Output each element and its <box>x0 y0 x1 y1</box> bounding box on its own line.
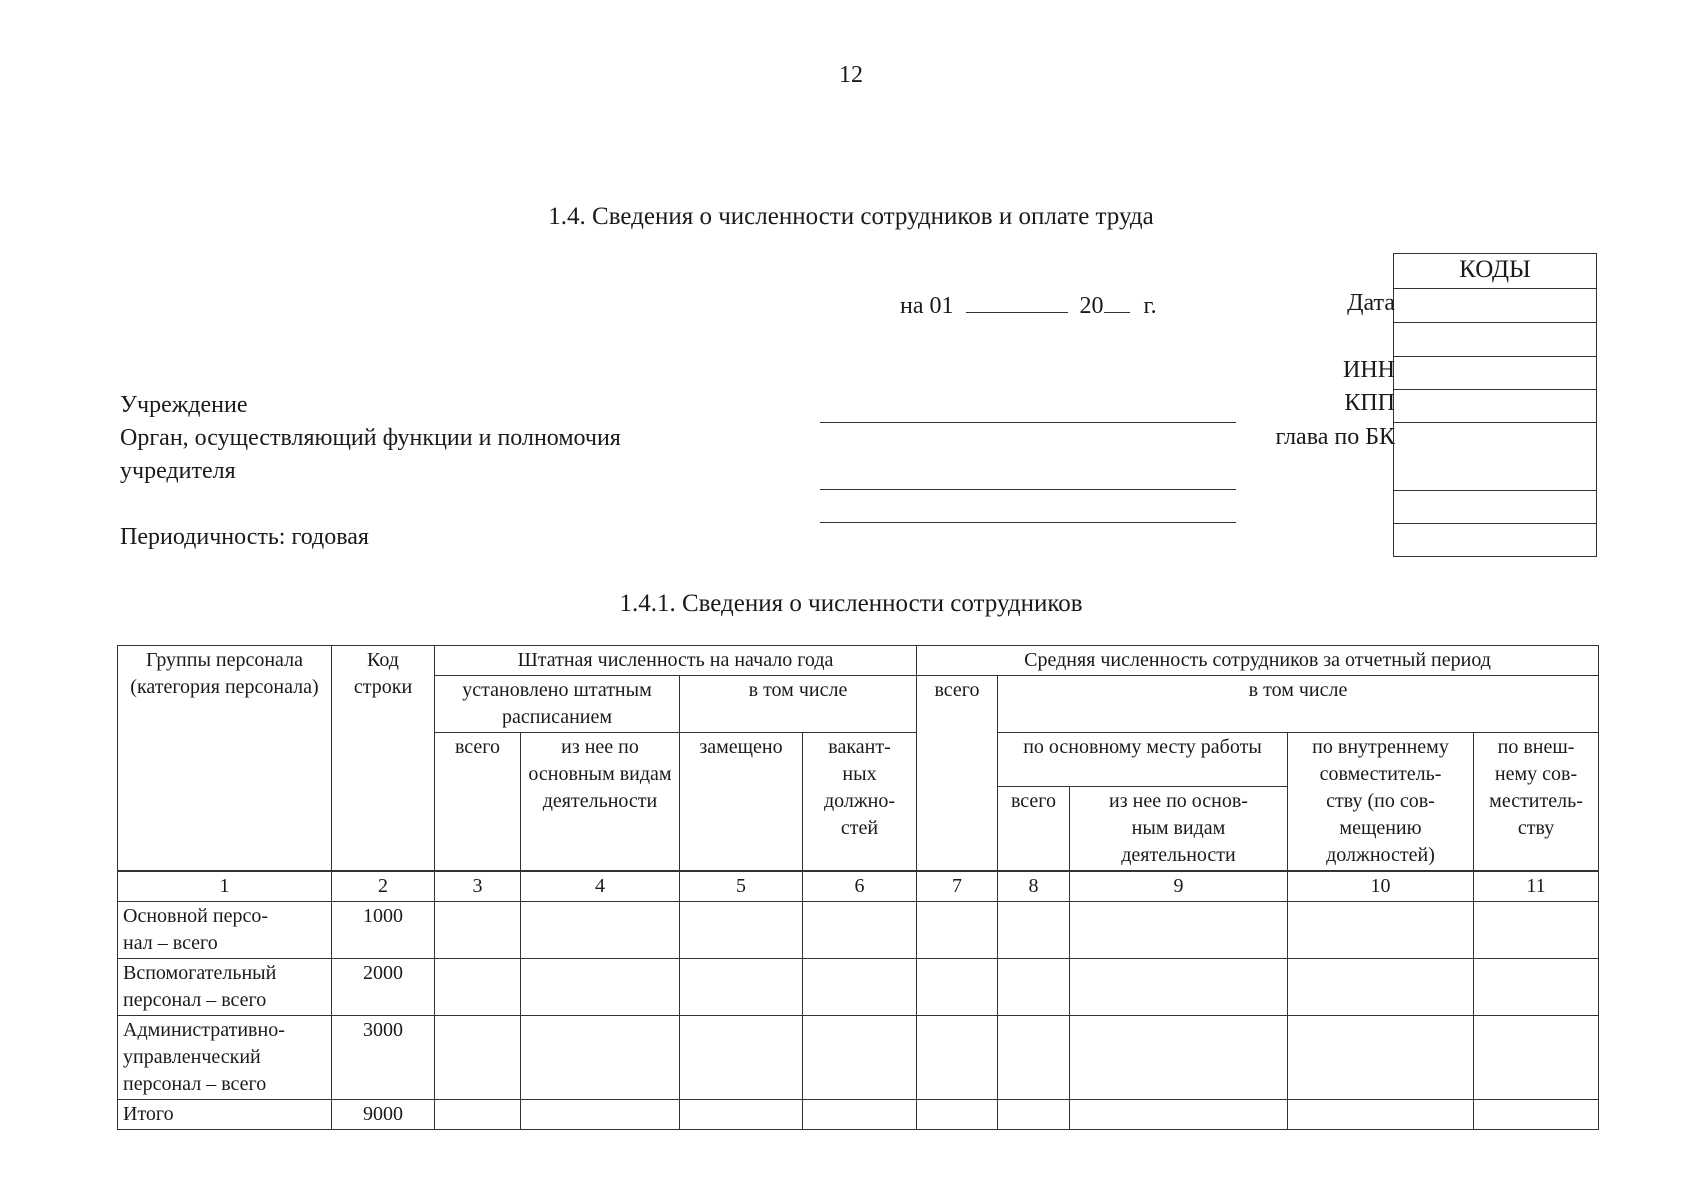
codes-header: КОДЫ <box>1459 256 1531 283</box>
data-cell[interactable] <box>1288 902 1474 959</box>
row-name-total: Итого <box>118 1100 332 1130</box>
table-row <box>118 1016 1599 1100</box>
column-number-row <box>118 872 1599 902</box>
data-cell[interactable] <box>1070 959 1288 1016</box>
header-main-place: по основному месту работы <box>998 733 1288 787</box>
header-average-number: Средняя численность сотрудников за отчетный период <box>917 646 1599 676</box>
row-code: 9000 <box>332 1100 435 1130</box>
data-cell[interactable] <box>521 1016 680 1100</box>
col-number: 5 <box>680 872 803 902</box>
code-date-cell[interactable] <box>1394 288 1596 322</box>
year-blank[interactable] <box>1104 290 1130 313</box>
label-inn: ИНН <box>1343 357 1395 383</box>
header-col10-internal: по внутреннему совместитель- ству (по сов- мещению должностей) <box>1288 733 1474 871</box>
data-cell[interactable] <box>521 1100 680 1130</box>
data-cell[interactable] <box>1288 1016 1474 1100</box>
header-code: Код строки <box>332 646 435 871</box>
data-cell[interactable] <box>435 1100 521 1130</box>
col-number: 6 <box>803 872 917 902</box>
header-col3-total: всего <box>435 733 521 871</box>
data-cell[interactable] <box>1474 1016 1599 1100</box>
col-number: 8 <box>998 872 1070 902</box>
label-kpp: КПП <box>1344 390 1395 416</box>
header-staff-number: Штатная численность на начало года <box>435 646 917 676</box>
data-cell[interactable] <box>917 1016 998 1100</box>
form-title: 1.4. Сведения о численности сотрудников и оплате труда <box>548 203 1154 230</box>
section-subtitle: 1.4.1. Сведения о численности сотрудников <box>619 590 1083 617</box>
label-periodicity: Периодичность: годовая <box>120 524 369 550</box>
header-col7-total: всего <box>917 676 998 871</box>
data-cell[interactable] <box>521 902 680 959</box>
data-cell[interactable] <box>917 959 998 1016</box>
code-extra-cell-1[interactable] <box>1394 490 1596 523</box>
code-kpp-cell[interactable] <box>1394 389 1596 422</box>
header-including-1: в том числе <box>680 676 917 733</box>
data-cell[interactable] <box>803 1016 917 1100</box>
data-cell[interactable] <box>680 959 803 1016</box>
year-suffix: г. <box>1143 293 1157 319</box>
organ-fill-line[interactable] <box>820 489 1236 490</box>
col-number: 1 <box>118 872 332 902</box>
header-col11-external: по внеш- нему сов- меститель- ству <box>1474 733 1599 871</box>
header-including-2: в том числе <box>998 676 1599 733</box>
data-cell[interactable] <box>803 1100 917 1130</box>
data-cell[interactable] <box>998 1016 1070 1100</box>
page-number: 12 <box>839 62 863 88</box>
header-groups: Группы персонала (категория персонала) <box>118 646 332 871</box>
table-row <box>118 902 1599 959</box>
data-cell[interactable] <box>435 902 521 959</box>
header-col5-filled: замещено <box>680 733 803 871</box>
row-code: 2000 <box>332 959 435 1016</box>
data-cell[interactable] <box>803 959 917 1016</box>
staff-table-body <box>117 871 1599 1130</box>
label-organ-line2: учредителя <box>120 458 236 484</box>
label-institution: Учреждение <box>120 392 248 418</box>
report-date-line <box>900 290 1157 320</box>
data-cell[interactable] <box>521 959 680 1016</box>
organ-fill-line-2[interactable] <box>820 522 1236 523</box>
data-cell[interactable] <box>803 902 917 959</box>
col-number: 3 <box>435 872 521 902</box>
label-glava-bk: глава по БК <box>1275 424 1395 450</box>
header-col6-vacant: вакант- ных должно- стей <box>803 733 917 871</box>
data-cell[interactable] <box>1288 1100 1474 1130</box>
data-cell[interactable] <box>680 1100 803 1130</box>
data-cell[interactable] <box>1474 1100 1599 1130</box>
col-number: 7 <box>917 872 998 902</box>
col-number: 11 <box>1474 872 1599 902</box>
data-cell[interactable] <box>1474 902 1599 959</box>
data-cell[interactable] <box>1288 959 1474 1016</box>
data-cell[interactable] <box>998 1100 1070 1130</box>
header-col9-main: из нее по основ- ным видам деятельности <box>1070 787 1288 871</box>
col-number: 4 <box>521 872 680 902</box>
row-name-support-staff: Вспомогательный персонал – всего <box>118 959 332 1016</box>
row-code: 3000 <box>332 1016 435 1100</box>
data-cell[interactable] <box>998 902 1070 959</box>
data-cell[interactable] <box>435 959 521 1016</box>
header-col4-main: из нее по основным видам деятельности <box>521 733 680 871</box>
codes-box <box>1393 253 1597 557</box>
table-row <box>118 1100 1599 1130</box>
header-col8-total: всего <box>998 787 1070 871</box>
data-cell[interactable] <box>1070 1016 1288 1100</box>
label-date: Дата <box>1347 290 1395 316</box>
data-cell[interactable] <box>680 1016 803 1100</box>
table-row <box>118 959 1599 1016</box>
code-inn-cell[interactable] <box>1394 356 1596 389</box>
institution-fill-line[interactable] <box>820 422 1236 423</box>
data-cell[interactable] <box>1070 1100 1288 1130</box>
data-cell[interactable] <box>680 902 803 959</box>
header-established: установлено штатным расписанием <box>435 676 680 733</box>
row-name-admin-staff: Административно- управленческий персонал – всего <box>118 1016 332 1100</box>
code-empty-cell[interactable] <box>1394 322 1596 356</box>
row-code: 1000 <box>332 902 435 959</box>
date-prefix: на 01 <box>900 293 954 319</box>
data-cell[interactable] <box>1070 902 1288 959</box>
col-number: 9 <box>1070 872 1288 902</box>
staff-table-header <box>117 645 1599 871</box>
label-organ-line1: Орган, осуществляющий функции и полномочия <box>120 425 621 451</box>
code-extra-cell-2[interactable] <box>1394 523 1596 556</box>
data-cell[interactable] <box>917 902 998 959</box>
data-cell[interactable] <box>998 959 1070 1016</box>
col-number: 2 <box>332 872 435 902</box>
year-prefix: 20 <box>1079 293 1104 319</box>
data-cell[interactable] <box>917 1100 998 1130</box>
row-name-main-staff: Основной персо- нал – всего <box>118 902 332 959</box>
data-cell[interactable] <box>435 1016 521 1100</box>
col-number: 10 <box>1288 872 1474 902</box>
data-cell[interactable] <box>1474 959 1599 1016</box>
code-glava-cell[interactable] <box>1394 422 1596 490</box>
month-blank[interactable] <box>966 290 1068 313</box>
